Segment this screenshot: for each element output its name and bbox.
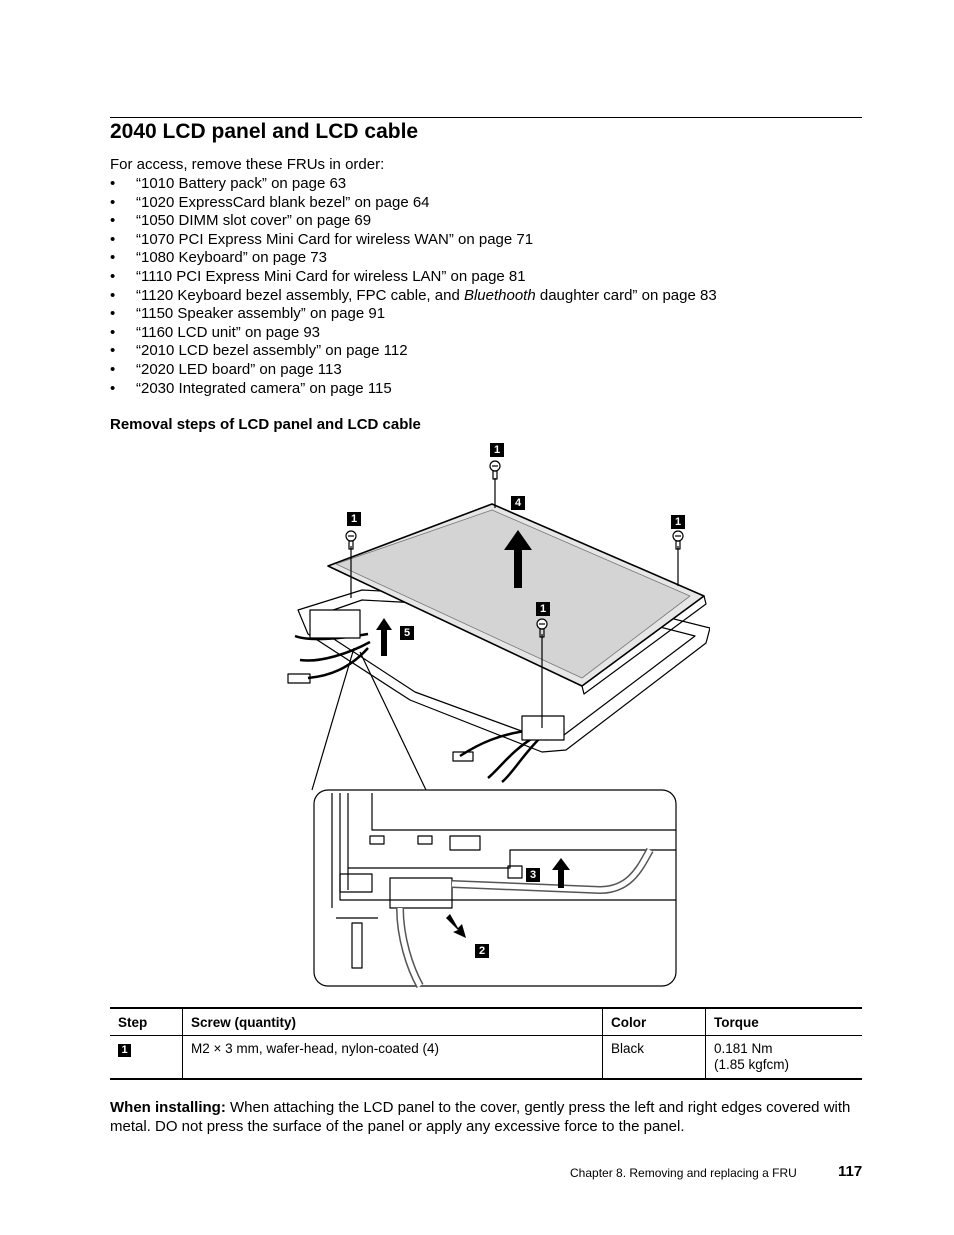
column-header: Color	[603, 1008, 706, 1036]
screw-table	[110, 1007, 862, 1080]
list-item: • “1020 ExpressCard blank bezel” on page 64	[110, 193, 430, 211]
list-item: • “1050 DIMM slot cover” on page 69	[110, 212, 372, 230]
torque-cell: 0.181 Nm (1.85 kgfcm)	[706, 1036, 863, 1080]
fru-list	[110, 175, 717, 398]
list-item: • “1010 Battery pack” on page 63	[110, 175, 347, 192]
intro-text: For access, remove these FRUs in order:	[110, 156, 385, 173]
column-header: Screw (quantity)	[183, 1008, 603, 1036]
list-item: • “1070 PCI Express Mini Card for wireless WAN” on page 71	[110, 230, 534, 248]
section-subheading: Removal steps of LCD panel and LCD cable	[110, 416, 421, 433]
column-header: Step	[110, 1008, 183, 1036]
callout-2-badge: 2	[475, 944, 489, 958]
callout-1-badge: 1	[671, 515, 685, 529]
column-header: Torque	[706, 1008, 863, 1036]
color-cell: Black	[603, 1036, 706, 1080]
page-number: 117	[838, 1163, 863, 1180]
callout-5-badge: 5	[400, 626, 414, 640]
table-header-row	[110, 1008, 862, 1036]
page-title: 2040 LCD panel and LCD cable	[110, 120, 419, 143]
list-item: • “1120 Keyboard bezel assembly, FPC cable, and Bluethooth daughter card” on page 83	[110, 286, 717, 304]
footer-chapter: Chapter 8. Removing and replacing a FRU	[570, 1166, 797, 1180]
callout-1-badge: 1	[490, 443, 504, 457]
removal-illustration	[250, 438, 710, 990]
list-item: • “2020 LED board” on page 113	[110, 360, 342, 378]
step-badge: 1	[118, 1044, 131, 1057]
lcd-exploded-diagram	[250, 438, 710, 990]
installation-note	[110, 1099, 862, 1136]
list-item: • “1150 Speaker assembly” on page 91	[110, 305, 386, 323]
step-cell	[110, 1036, 183, 1080]
table-row	[110, 1036, 862, 1080]
screw-cell: M2 × 3 mm, wafer-head, nylon-coated (4)	[183, 1036, 603, 1080]
installation-note-label: When installing:	[110, 1099, 226, 1116]
callout-3-badge: 3	[526, 868, 540, 882]
list-item: • “1160 LCD unit” on page 93	[110, 323, 321, 341]
list-item: • “1110 PCI Express Mini Card for wireless LAN” on page 81	[110, 267, 526, 285]
callout-4-badge: 4	[511, 496, 525, 510]
list-item: • “2030 Integrated camera” on page 115	[110, 379, 392, 397]
callout-1-badge: 1	[347, 512, 361, 526]
list-item: • “2010 LCD bezel assembly” on page 112	[110, 342, 408, 360]
installation-note-text: When attaching the LCD panel to the cover, gently press the left and right edges covered with metal. DO not press the surface of the panel or apply any excessive force to the panel.	[110, 1099, 851, 1135]
callout-1-badge: 1	[536, 602, 550, 616]
header-rule	[110, 117, 862, 118]
list-item: • “1080 Keyboard” on page 73	[110, 249, 327, 267]
